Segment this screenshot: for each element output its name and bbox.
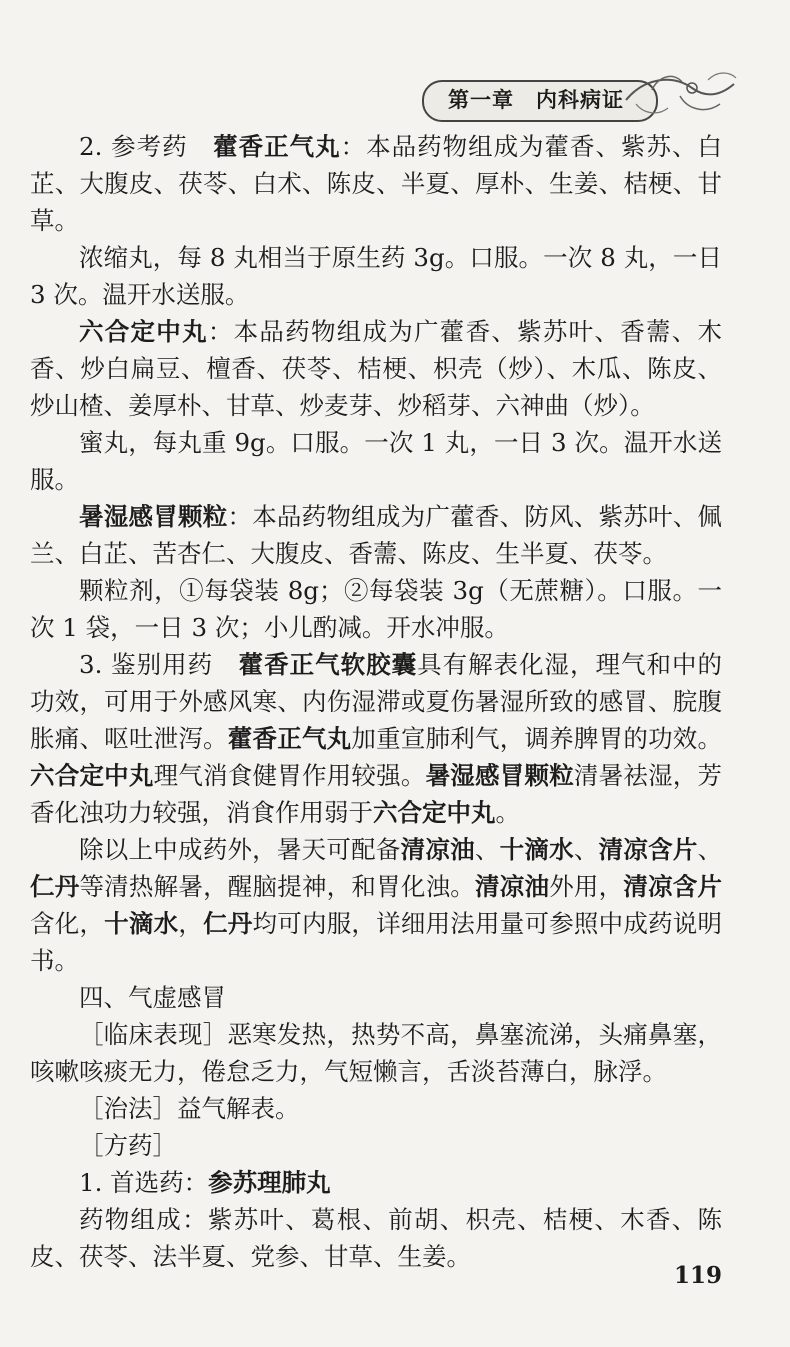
text-run: 。 (495, 798, 520, 827)
text-run: 四、气虚感冒 (79, 983, 226, 1012)
paragraph (30, 1016, 722, 1090)
text-run: 均可内服，详细用法用量可参照中成药说明书。 (30, 909, 723, 975)
medicine-name: 暑湿感冒颗粒 (425, 761, 574, 790)
text-run: ［治法］益气解表。 (79, 1094, 300, 1123)
medicine-name: 暑湿感冒颗粒 (79, 502, 228, 531)
chapter-header (422, 72, 742, 124)
text-run: 颗粒剂，①每袋装 8g；②每袋装 3g（无蔗糖）。口服。一次 1 袋，一日 3 次；小儿酌减。开水冲服。 (30, 576, 722, 642)
paragraph (30, 1201, 722, 1275)
medicine-name: 六合定中丸 (30, 761, 154, 790)
medicine-name: 仁丹 (203, 909, 253, 938)
paragraph (30, 646, 722, 831)
medicine-name: 清凉油 (400, 835, 475, 864)
text-run: ：本品药物组成为广藿香、紫苏叶、香薷、木香、炒白扁豆、檀香、茯苓、桔梗、枳壳（炒）、木瓜、陈皮、炒山楂、姜厚朴、甘草、炒麦芽、炒稻芽、六神曲（炒）。 (30, 317, 723, 420)
medicine-name: 六合定中丸 (79, 317, 208, 346)
medicine-name: 参苏理肺丸 (208, 1168, 331, 1197)
paragraph (30, 1164, 722, 1201)
text-run: 等清热解暑，醒脑提神，和胃化浊。 (79, 872, 476, 901)
paragraph (30, 128, 722, 239)
page-number: 119 (674, 1262, 723, 1289)
paragraph (30, 831, 722, 979)
text-run: ， (178, 909, 204, 938)
text-run: 1. 首选药： (79, 1168, 209, 1197)
paragraph (30, 424, 722, 498)
floral-ornament-icon (622, 66, 742, 126)
medicine-name: 清凉含片 (598, 835, 698, 864)
medicine-name: 十滴水 (499, 835, 574, 864)
body-text (30, 128, 722, 1275)
text-run: 、 (697, 835, 723, 864)
text-run: 理气消食健胃作用较强。 (153, 761, 426, 790)
chapter-title: 第一章 内科病证 (448, 88, 624, 112)
medicine-name: 藿香正气软胶囊 (238, 650, 418, 679)
text-run: 外用， (549, 872, 624, 901)
medicine-name: 藿香正气丸 (227, 724, 352, 753)
text-run: ［临床表现］恶寒发热，热势不高，鼻塞流涕，头痛鼻塞，咳嗽咳痰无力，倦怠乏力，气短懒言，舌淡苔薄白，脉浮。 (30, 1020, 722, 1086)
paragraph (30, 1090, 722, 1127)
medicine-name: 清凉含片 (623, 872, 723, 901)
text-run: 2. 参考药 (79, 132, 214, 161)
text-run: 、 (573, 835, 599, 864)
text-run: 3. 鉴别用药 (79, 650, 239, 679)
text-run: ：本品药物组成为藿香、紫苏、白芷、大腹皮、茯苓、白术、陈皮、半夏、厚朴、生姜、桔梗、甘草。 (30, 132, 723, 235)
text-run: 蜜丸，每丸重 9g。口服。一次 1 丸，一日 3 次。温开水送服。 (30, 428, 722, 494)
text-run: 加重宣肺利气，调养脾胃的功效。 (351, 724, 723, 753)
medicine-name: 十滴水 (104, 909, 179, 938)
medicine-name: 藿香正气丸 (213, 132, 341, 161)
text-run: ［方药］ (79, 1131, 177, 1160)
paragraph (30, 239, 722, 313)
paragraph (30, 979, 722, 1016)
text-run: 具有解表化湿，理气和中的功效，可用于外感风寒、内伤湿滞或夏伤暑湿所致的感冒、脘腹胀痛、呕吐泄泻。 (30, 650, 722, 753)
text-run: 药物组成：紫苏叶、葛根、前胡、枳壳、桔梗、木香、陈皮、茯苓、法半夏、党参、甘草、生姜。 (30, 1205, 722, 1271)
text-run: 浓缩丸，每 8 丸相当于原生药 3g。口服。一次 8 丸，一日 3 次。温开水送服。 (30, 243, 722, 309)
medicine-name: 六合定中丸 (373, 798, 496, 827)
text-run: 除以上中成药外，暑天可配备 (79, 835, 401, 864)
text-run: ：本品药物组成为广藿香、防风、紫苏叶、佩兰、白芷、苦杏仁、大腹皮、香薷、陈皮、生半夏、茯苓。 (30, 502, 723, 568)
paragraph (30, 498, 722, 572)
medicine-name: 清凉油 (475, 872, 550, 901)
text-run: 、 (474, 835, 500, 864)
text-run: 清暑祛湿，芳香化浊功力较强，消食作用弱于 (30, 761, 723, 827)
text-run: 含化， (30, 909, 105, 938)
paragraph (30, 1127, 722, 1164)
medicine-name: 仁丹 (30, 872, 80, 901)
paragraph (30, 313, 722, 424)
paragraph (30, 572, 722, 646)
